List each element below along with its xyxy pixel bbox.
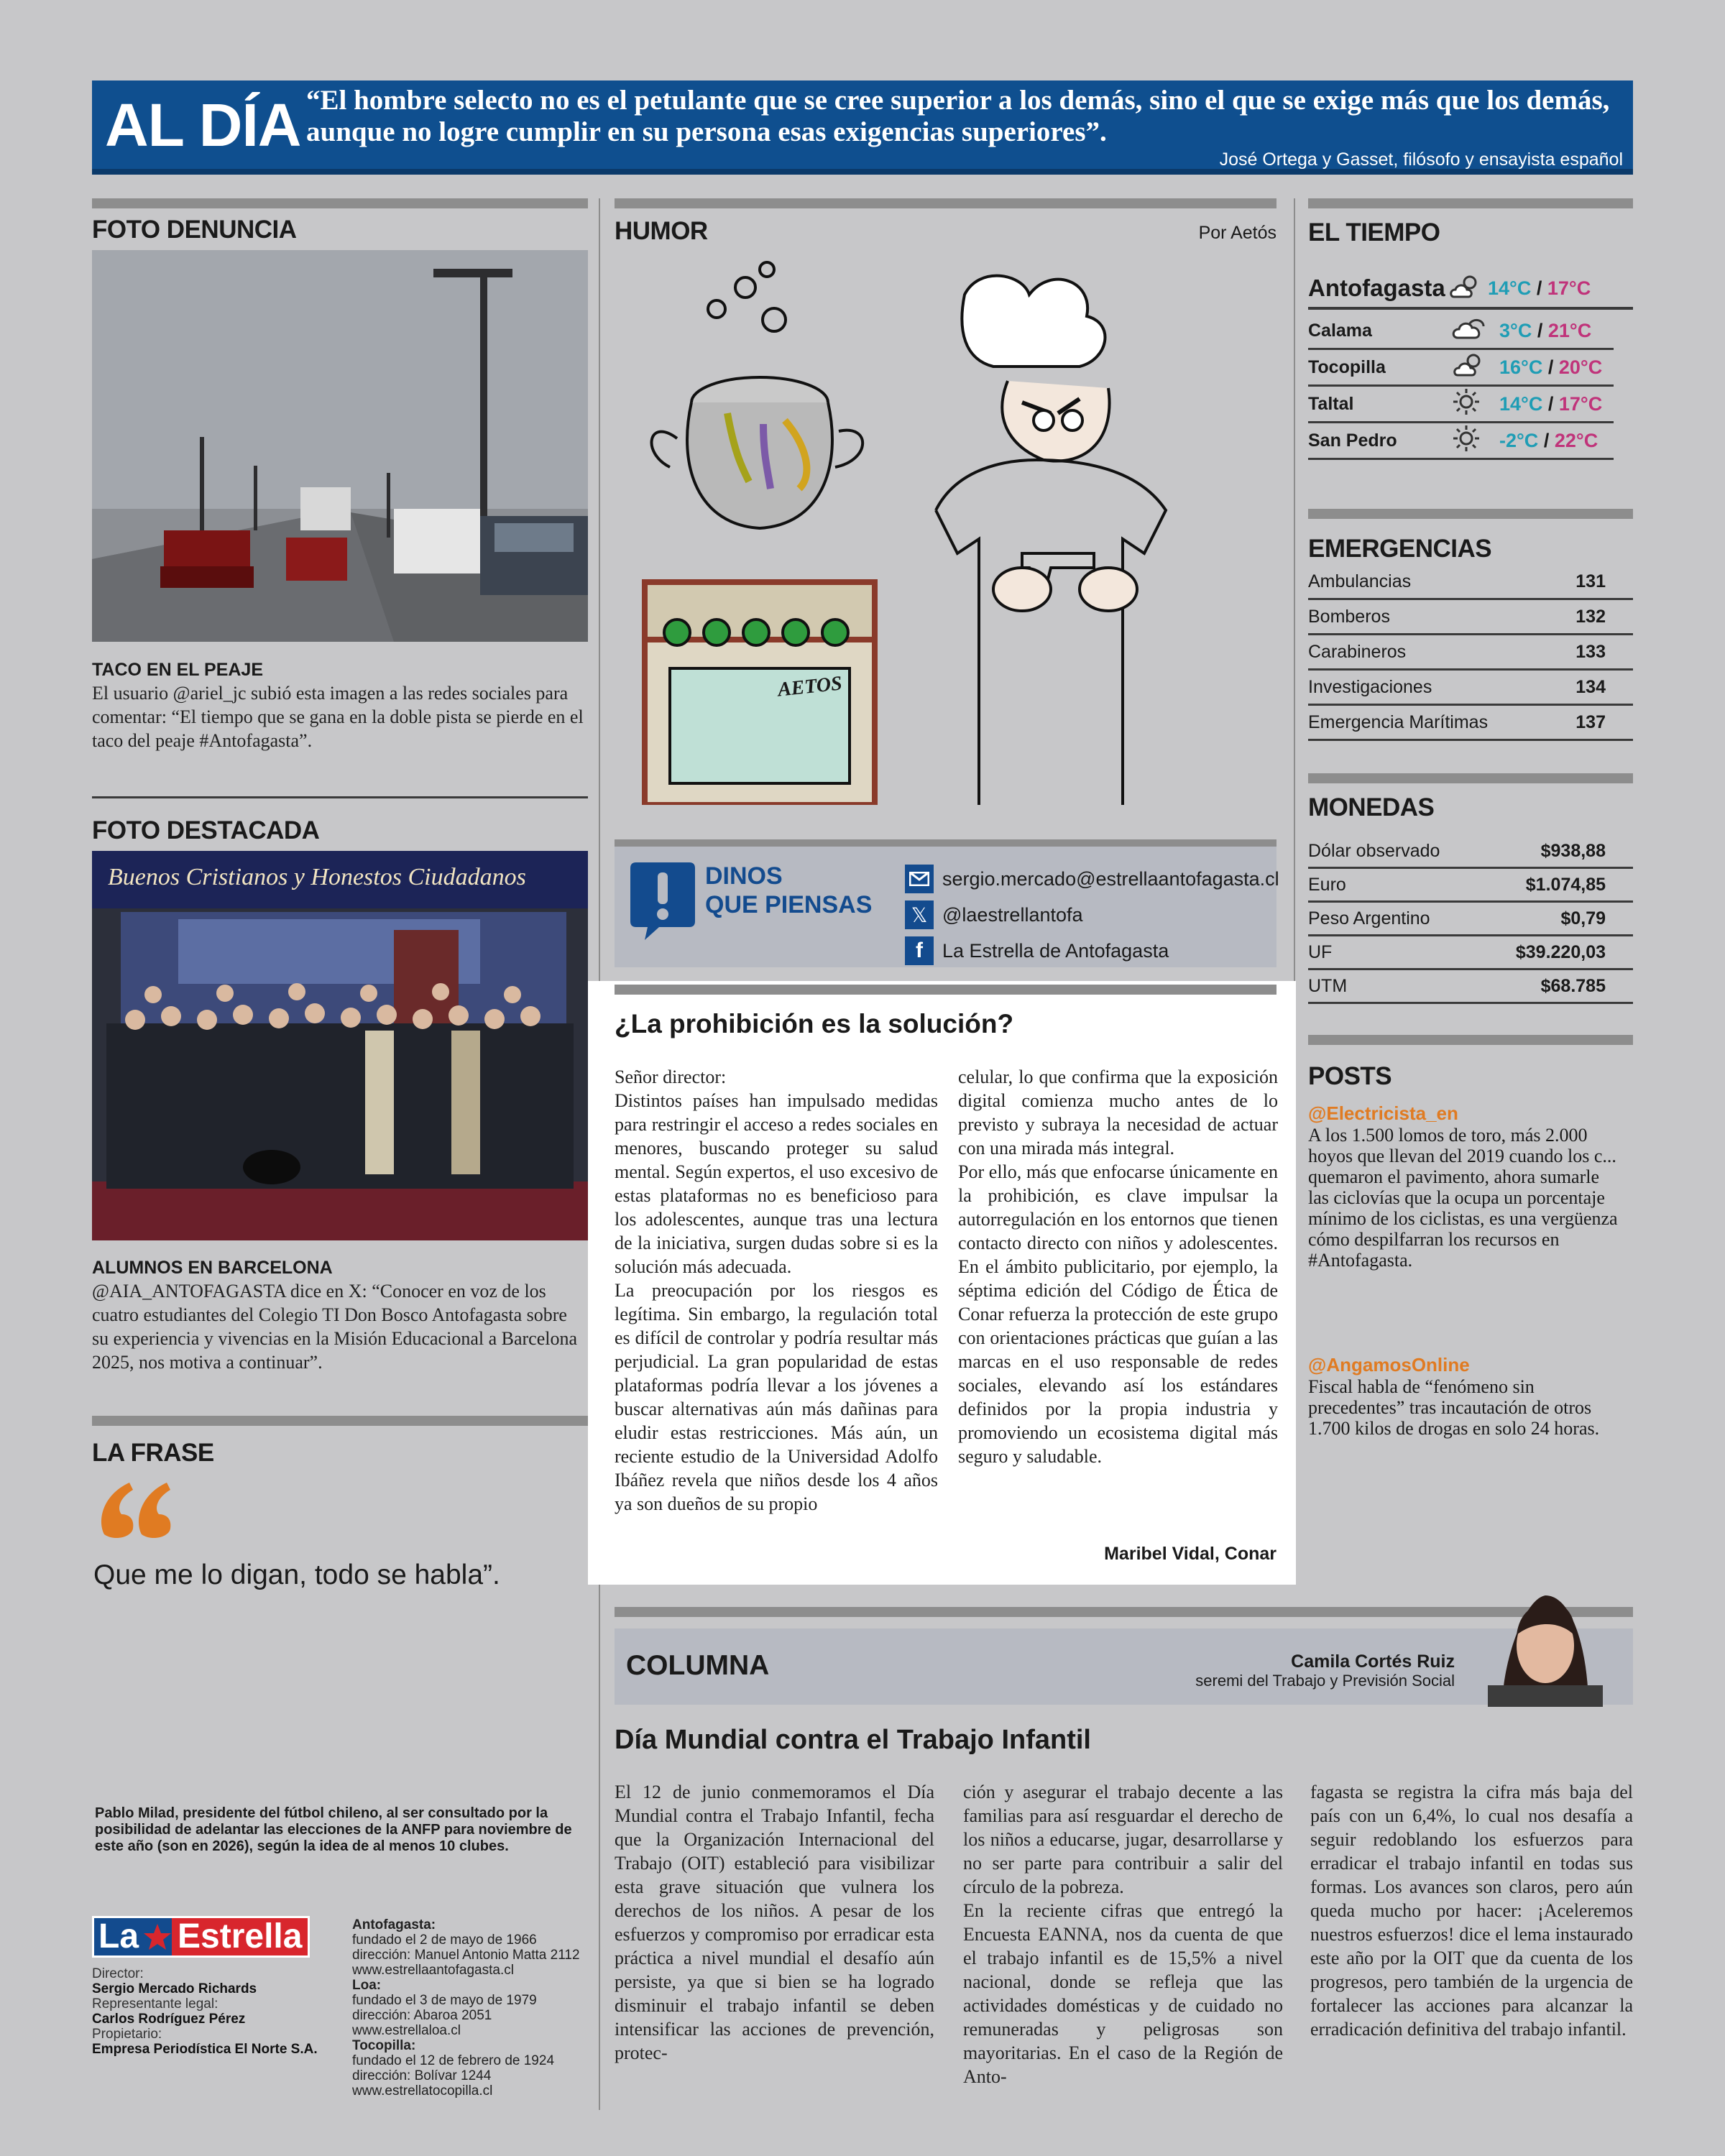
edition-founded: fundado el 3 de mayo de 1979 [352,1993,537,2008]
temp-max: 22°C [1554,429,1598,451]
foto-denuncia-caption-title: TACO EN EL PEAJE [92,660,264,680]
temp-min: -2°C [1499,429,1539,451]
carta-paragraph: Distintos países han impulsado medidas para restringir el acceso a redes sociales en menores, buscando proteger su salud mental. Según expertos, el uso excesivo de estas plataformas no es beneficioso para los adolescentes, aunque tras una lectura de la iniciativa, surgen dudas sobre si es la solución más adecuada. [615,1090,938,1277]
edition-founded: fundado el 2 de mayo de 1966 [352,1932,537,1948]
logo-left: La [94,1918,143,1955]
moneda-value: $68.785 [1540,975,1606,996]
header-brand: AL DÍA [105,91,301,159]
columna-heading: COLUMNA [626,1650,770,1681]
tiempo-main [1308,270,1633,310]
humor-rule [615,198,1276,208]
tiempo-temp [1499,320,1591,342]
quote-marks-icon [97,1477,176,1542]
monedas-heading: MONEDAS [1308,793,1435,821]
foto-denuncia-rule [92,198,588,208]
logo-right: Estrella [172,1918,308,1955]
carta-col-1 [615,1065,938,1516]
edition-web[interactable]: www.estrellaantofagasta.cl [352,1963,514,1978]
emergencia-row [1308,635,1633,671]
tiempo-row [1308,387,1614,423]
edition-address: dirección: Bolívar 1244 [352,2068,492,2083]
header-quote-author: José Ortega y Gasset, filósofo y ensayista español [1219,149,1623,170]
carta-paragraph: La preocupación por los riesgos es legítima. Sin embargo, la regulación total es difícil de controlar y podría resultar más perjudicial. La gran popularidad de estas plataformas podría llevar a los jóvenes a buscar alternativas aún más dañinas para eludir estas restricciones. Más aún, un reciente estudio de la Universidad Adolfo Ibáñez revela que niños desde los 4 años ya son dueños de su propio [615,1280,938,1514]
partly-cloudy-icon [1448,272,1488,305]
foto-destacada-rule [92,796,588,798]
la-frase-heading: LA FRASE [92,1439,214,1467]
la-frase-rule [92,1416,588,1426]
contact-email[interactable]: sergio.mercado@estrellaantofagasta.cl [942,867,1279,890]
carta-paragraph: Señor director: [615,1067,727,1087]
x-icon: 𝕏 [905,900,934,929]
temp-sep: / [1543,429,1550,451]
edition-address: dirección: Manuel Antonio Matta 2112 [352,1948,580,1963]
carta-paragraph: celular, lo que confirma que la exposición digital comienza mucho antes de lo previsto y subraya la necesidad de actuar con una mirada más integral. [958,1067,1278,1158]
moneda-label: Dólar observado [1308,840,1440,861]
masthead-staff [92,1966,318,2057]
carta-col-2 [958,1065,1278,1468]
header-quote: “El hombre selecto no es el petulante que se cree superior a los demás, sino el que se exige más que los demás, aunque no logre cumplir en su persona esas exigencias superiores”. [306,85,1610,147]
contact-email-row[interactable] [905,861,1279,897]
tiempo-main-city: Antofagasta [1308,275,1445,301]
emergencia-row [1308,600,1633,635]
la-frase-quote: Que me lo digan, todo se habla”. [93,1560,500,1590]
emergencias-rule [1308,509,1633,519]
contact-twitter[interactable]: @laestrellantofa [942,903,1083,926]
foto-destacada-heading: FOTO DESTACADA [92,816,320,844]
moneda-row [1308,970,1633,1004]
dinos-icon [630,862,695,934]
tiempo-temp [1499,393,1602,415]
contact-twitter-row[interactable] [905,897,1279,933]
emergencia-label: Ambulancias [1308,571,1412,591]
emergencia-number: 137 [1576,711,1606,732]
tiempo-city: San Pedro [1308,430,1397,451]
columna-col-3: fagasta se registra la cifra más baja del país con un 6,4%, lo cual nos desafía a seguir redoblando los esfuerzos para erradicar el trabajo infantil en todas sus formas. Los avances son claros, pero aún queda mucho por hacer: ¡Aceleremos nuestros esfuerzos! dice el lema instaurado este año por la OIT que da cuenta de los progresos, pero también de la urgencia de fortalecer las acciones para alcanzar la erradicación definitiva del trabajo infantil. [1310,1782,1633,2040]
moneda-row [1308,936,1633,970]
sun-icon [1452,424,1499,458]
edition-city: Antofagasta: [352,1917,436,1932]
columna-col-2 [963,1780,1283,2088]
tiempo-heading: EL TIEMPO [1308,218,1440,247]
dinos-title-2: QUE PIENSAS [705,891,873,918]
emergencia-number: 134 [1576,676,1606,697]
humor-author: Por Aetós [1198,223,1276,243]
temp-min: 14°C [1499,392,1543,415]
foto-destacada-caption-title: ALUMNOS EN BARCELONA [92,1258,333,1278]
sun-icon [1452,387,1499,421]
tiempo-cities [1308,313,1614,460]
post-item [1308,1102,1624,1271]
temp-max: 17°C [1558,392,1603,415]
emergencia-label: Emergencia Marítimas [1308,711,1489,732]
temp-min: 3°C [1499,319,1532,341]
moneda-label: Euro [1308,874,1346,895]
tiempo-main-temp [1488,277,1591,300]
cloudy-icon [1452,316,1499,346]
post-text: Fiscal habla de “fenómeno sin precedentes” tras incautación de otros 1.700 kilos de drogas en solo 24 horas. [1308,1376,1600,1439]
temp-min: 16°C [1499,356,1543,378]
moneda-value: $0,79 [1560,908,1606,929]
tiempo-city: Tocopilla [1308,356,1386,377]
emergencia-label: Investigaciones [1308,676,1432,697]
humor-cartoon [620,252,1266,805]
dinos-box [615,839,1279,967]
email-icon [905,865,934,893]
carta-title: ¿La prohibición es la solución? [615,1009,1014,1038]
temp-sep: / [1536,277,1542,299]
edition-loa [352,1978,580,2038]
cartoon-signature: AETOS [776,672,844,701]
columna-author: Camila Cortés Ruiz [1291,1651,1455,1672]
emergencia-row [1308,671,1633,706]
contact-facebook[interactable]: La Estrella de Antofagasta [942,939,1169,962]
tiempo-row [1308,350,1614,387]
temp-sep: / [1547,356,1554,378]
legal-label: Representante legal: [92,1996,218,2012]
moneda-value: $39.220,03 [1515,941,1606,962]
moneda-label: UF [1308,941,1333,962]
posts-rule [1308,1035,1633,1045]
temp-min: 14°C [1488,277,1532,299]
dinos-contacts [905,861,1279,969]
emergencia-label: Carabineros [1308,641,1407,662]
emergencia-number: 132 [1576,606,1606,627]
moneda-label: UTM [1308,975,1348,996]
foto-denuncia-caption-text: El usuario @ariel_jc subió esta imagen a las redes sociales para comentar: “El tiempo que se gana en la doble pista se pierde en el taco del peaje #Antofagasta”. [92,683,584,751]
edition-web[interactable]: www.estrellatocopilla.cl [352,2083,493,2099]
logo-star-icon [143,1918,172,1955]
facebook-icon: f [905,936,934,965]
moneda-row [1308,869,1633,903]
columna-paragraph: En la reciente cifras que entregó la Encuesta EANNA, nos da cuenta de que el trabajo infantil es de 15,5% a nivel nacional, donde se refleja que las actividades domésticas y de cuidado no remuneradas y peligrosas son mayoritarias. En el caso de la Región de Anto- [963,1900,1283,2087]
owner-label: Propietario: [92,2027,162,2042]
tiempo-rule [1308,198,1633,208]
foto-destacada-caption-text: @AIA_ANTOFAGASTA dice en X: “Conocer en voz de los cuatro estudiantes del Colegio TI Don Bosco Antofagasta sobre su experiencia y vivencias en la Misión Educacional a Barcelona 2025, nos motiva a continuar”. [92,1281,578,1373]
edition-city: Tocopilla: [352,2038,416,2053]
legal-name: Carlos Rodríguez Pérez [92,2012,246,2027]
edition-antofagasta [352,1917,580,1978]
posts-heading: POSTS [1308,1062,1392,1090]
tiempo-temp [1499,430,1598,452]
edition-address: dirección: Abaroa 2051 [352,2008,492,2023]
contact-facebook-row[interactable] [905,933,1279,969]
tiempo-row [1308,423,1614,460]
columna-col-1: El 12 de junio conmemoramos el Día Mundial contra el Trabajo Infantil, fecha que la Organización Internacional del Trabajo (OIT) estableció para visibilizar esta grave situación que vulnera los derechos de los niños. A pesar de los esfuerzos y compromiso por erradicar esta práctica a nivel mundial el desafío aún persiste, ya que si bien se ha logrado disminuir el trabajo infantil se deben intensificar las acciones de prevención, protec- [615,1782,934,2063]
foto-destacada-photo [92,851,588,1240]
owner-name: Empresa Periodística El Norte S.A. [92,2042,318,2057]
edition-web[interactable]: www.estrellaloa.cl [352,2023,461,2038]
emergencia-row [1308,706,1633,741]
masthead-editions [352,1917,580,2099]
edition-founded: fundado el 12 de febrero de 1924 [352,2053,555,2068]
edition-tocopilla [352,2038,580,2099]
post-user[interactable]: @AngamosOnline [1308,1354,1470,1376]
la-frase-attribution: Pablo Milad, presidente del fútbol chileno, al ser consultado por la posibilidad de adelantar las elecciones de la ANFP para noviembre de este año (son en 2026), según la idea de al menos 10 clubes. [95,1805,572,1854]
post-text: A los 1.500 lomos de toro, más 2.000 hoyos que llevan del 2019 cuando los c... quemaron el pavimento, ahora sumarle las ciclovías que la ocupa un porcentaje mínimo de los ciclistas, es una vergüenza cómo despilfarran los recursos en #Antofagasta. [1308,1125,1618,1271]
carta-paragraph: Por ello, más que enfocarse únicamente en la prohibición, es clave impulsar la autorregulación en los entornos que tienen contacto directo con niños y adolescentes. En el ámbito publicitario, por ejemplo, la séptima edición del Código de Ética de Conar refuerza la protección de este grupo con orientaciones prácticas que guían a las marcas en el uso responsable de redes sociales, elevando así los estándares definidos por la propia industria y promoviendo un ecosistema digital más seguro y saludable. [958,1161,1278,1467]
temp-max: 20°C [1558,356,1603,378]
dinos-title-1: DINOS [705,862,783,890]
emergencia-number: 133 [1576,641,1606,662]
columna-paragraph: ción y asegurar el trabajo decente a las familias para así resguardar el derecho de los niños a educarse, jugar, desarrollarse y no ser parte para contribuir a salir del círculo de la pobreza. [963,1782,1283,1897]
monedas-list [1308,835,1633,1004]
moneda-value: $938,88 [1540,840,1606,861]
temp-max: 17°C [1547,277,1591,299]
emergencias-list [1308,565,1633,741]
moneda-value: $1.074,85 [1525,874,1606,895]
tiempo-temp [1499,356,1602,379]
tiempo-row [1308,313,1614,350]
columna-role: seremi del Trabajo y Previsión Social [1195,1672,1455,1690]
moneda-row [1308,903,1633,936]
partly-cloudy-icon [1452,351,1499,384]
tiempo-city: Calama [1308,320,1372,341]
humor-heading: HUMOR [615,217,708,245]
header-banner [92,80,1633,175]
carta-signature: Maribel Vidal, Conar [1104,1544,1276,1564]
columna-title: Día Mundial contra el Trabajo Infantil [615,1725,1091,1755]
moneda-label: Peso Argentino [1308,908,1430,929]
post-user[interactable]: @Electricista_en [1308,1102,1458,1124]
post-item [1308,1354,1624,1439]
emergencia-row [1308,565,1633,600]
carta-rule [615,985,1276,995]
temp-sep: / [1537,319,1543,341]
foto-destacada-banner-text: Buenos Cristianos y Honestos Ciudadanos [108,864,526,890]
moneda-row [1308,835,1633,869]
director-name: Sergio Mercado Richards [92,1981,257,1996]
columna-author-avatar [1473,1585,1614,1707]
director-label: Director: [92,1966,144,1981]
foto-denuncia-photo [92,250,588,642]
emergencia-number: 131 [1576,571,1606,591]
la-estrella-logo [92,1916,310,1958]
temp-sep: / [1547,392,1554,415]
tiempo-city: Taltal [1308,393,1354,414]
emergencia-label: Bomberos [1308,606,1390,627]
temp-max: 21°C [1547,319,1592,341]
monedas-rule [1308,773,1633,783]
foto-denuncia-heading: FOTO DENUNCIA [92,216,297,244]
edition-city: Loa: [352,1978,382,1993]
emergencias-heading: EMERGENCIAS [1308,535,1492,563]
